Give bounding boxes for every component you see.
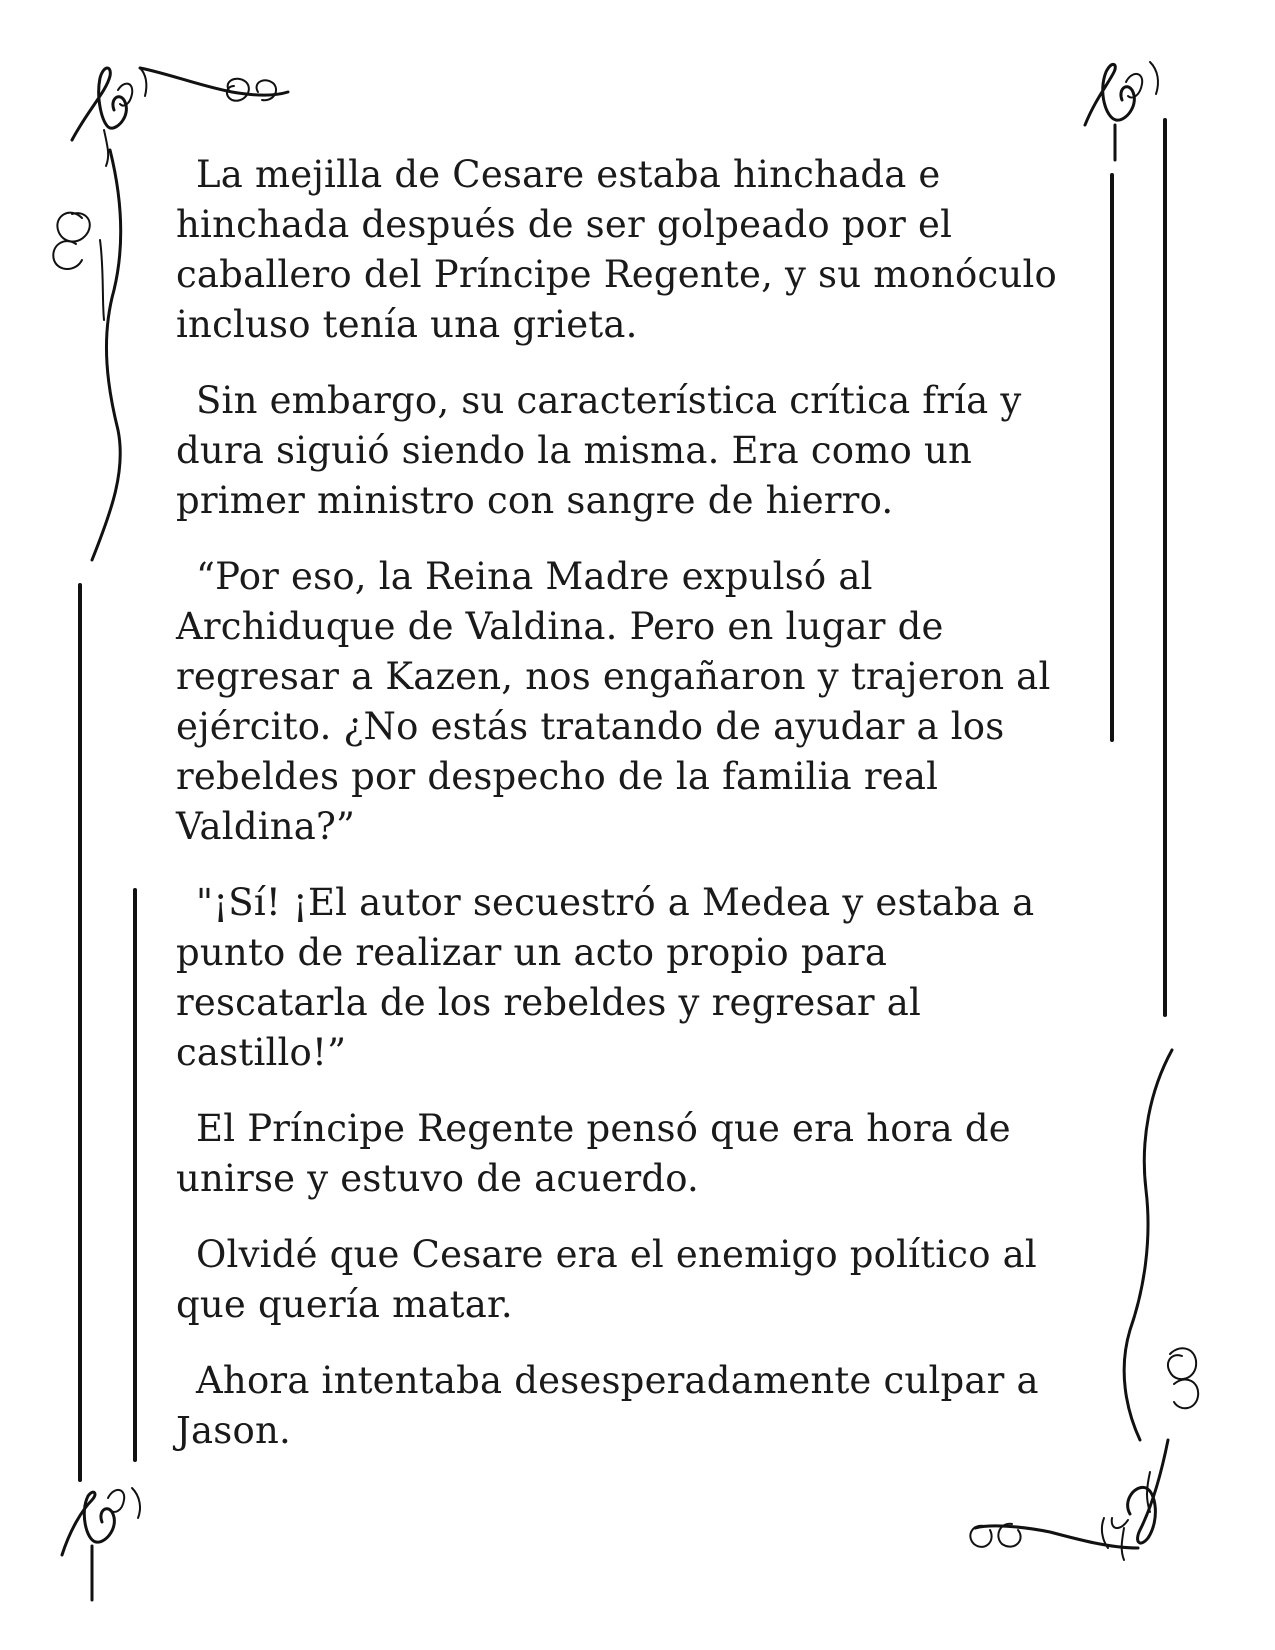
paragraph: “Por eso, la Reina Madre expulsó al Archiduque de Valdina. Pero en lugar de regresar a Kazen, nos engañaron y trajeron al ejército. ¿No estás tratando de ayudar a los rebeldes por despecho de la familia real Valdina?” [176, 555, 1051, 848]
paragraph: Sin embargo, su característica crítica fría y dura siguió siendo la misma. Era como un primer ministro con sangre de hierro. [176, 379, 1022, 522]
paragraph: "¡Sí! ¡El autor secuestró a Medea y estaba a punto de realizar un acto propio para rescatarla de los rebeldes y regresar al castillo!” [176, 881, 1035, 1074]
top-right-flourish-icon [1085, 62, 1158, 160]
paragraph: El Príncipe Regente pensó que era hora de unirse y estuvo de acuerdo. [176, 1107, 1011, 1200]
paragraph: Ahora intentaba desesperadamente culpar a Jason. [176, 1359, 1039, 1452]
paragraph: La mejilla de Cesare estaba hinchada e hinchada después de ser golpeado por el caballero del Príncipe Regente, y su monóculo incluso tenía una grieta. [176, 153, 1057, 346]
paragraph: Olvidé que Cesare era el enemigo político al que quería matar. [176, 1233, 1037, 1326]
story-text [176, 150, 1076, 1482]
bottom-left-flourish-icon [62, 1488, 140, 1600]
